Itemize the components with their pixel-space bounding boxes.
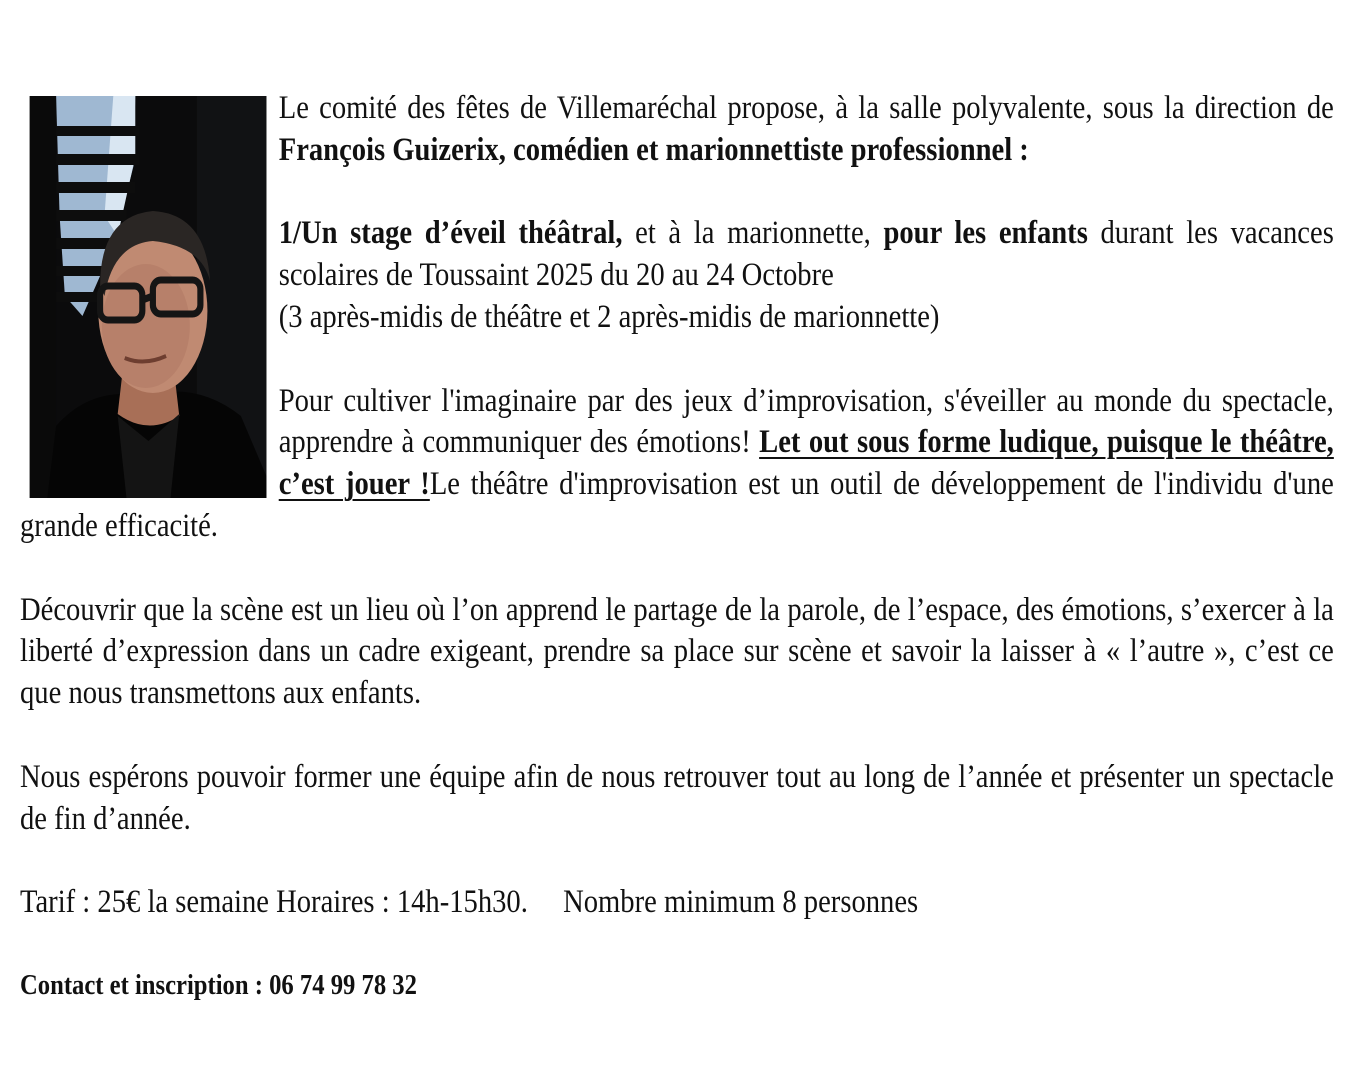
stage-detail: (3 après-midis de théâtre et 2 après-midis de marionnette) — [278, 298, 940, 335]
decouvrir-paragraph: Découvrir que la scène est un lieu où l’on apprend le partage de la parole, de l’espace, des émotions, s’exercer à la liberté d’expression dans un cadre exigeant, prendre sa place sur scène et savoir la laisser à « l’autre », c’est ce que nous transmettons aux enfants. — [20, 591, 1334, 712]
stage-kids: pour les enfants — [883, 215, 1088, 252]
esperons-paragraph: Nous espérons pouvoir former une équipe afin de nous retrouver tout au long de l’année et présenter un spectacle de fin d’année. — [20, 758, 1334, 837]
portrait-illustration — [30, 96, 267, 498]
portrait-photo — [30, 96, 267, 498]
spacer — [20, 548, 1334, 590]
stage-title: 1/Un stage d’éveil théâtral, — [278, 215, 623, 252]
cultiver-text: Pour cultiver l'imaginaire par des jeux d’improvisation, s'éveiller au monde du spectacle, apprendre à communiquer des émotions! — [278, 382, 1334, 461]
spacer — [20, 715, 1334, 757]
tarif-minimum: Nombre minimum 8 personnes — [563, 884, 919, 921]
intro-text: Le comité des fêtes de Villemaréchal propose, à la salle polyvalente, sous la direction de — [278, 90, 1334, 126]
contact-line: Contact et inscription : 06 74 99 78 32 — [20, 970, 417, 1001]
intro-director: François Guizerix, comédien et marionnettiste professionnel : — [278, 131, 1029, 168]
cultiver-motto: Let out sous forme ludique, puisque le théâtre, c’est jouer ! — [278, 424, 1334, 503]
cultiver-text-after: Le théâtre d'improvisation est un outil de développement de l'individu d'une grande efficacité. — [20, 466, 1334, 544]
spacer — [20, 840, 1334, 882]
stage-text-2: durant les vacances scolaires de Toussaint 2025 du 20 au 24 Octobre — [278, 215, 1334, 294]
stage-text-1: et à la marionnette, — [622, 215, 884, 252]
tarif-line — [20, 882, 1334, 924]
flyer-body — [20, 88, 1334, 924]
tarif-price: Tarif : 25€ la semaine Horaires : 14h-15h30. — [20, 884, 528, 921]
